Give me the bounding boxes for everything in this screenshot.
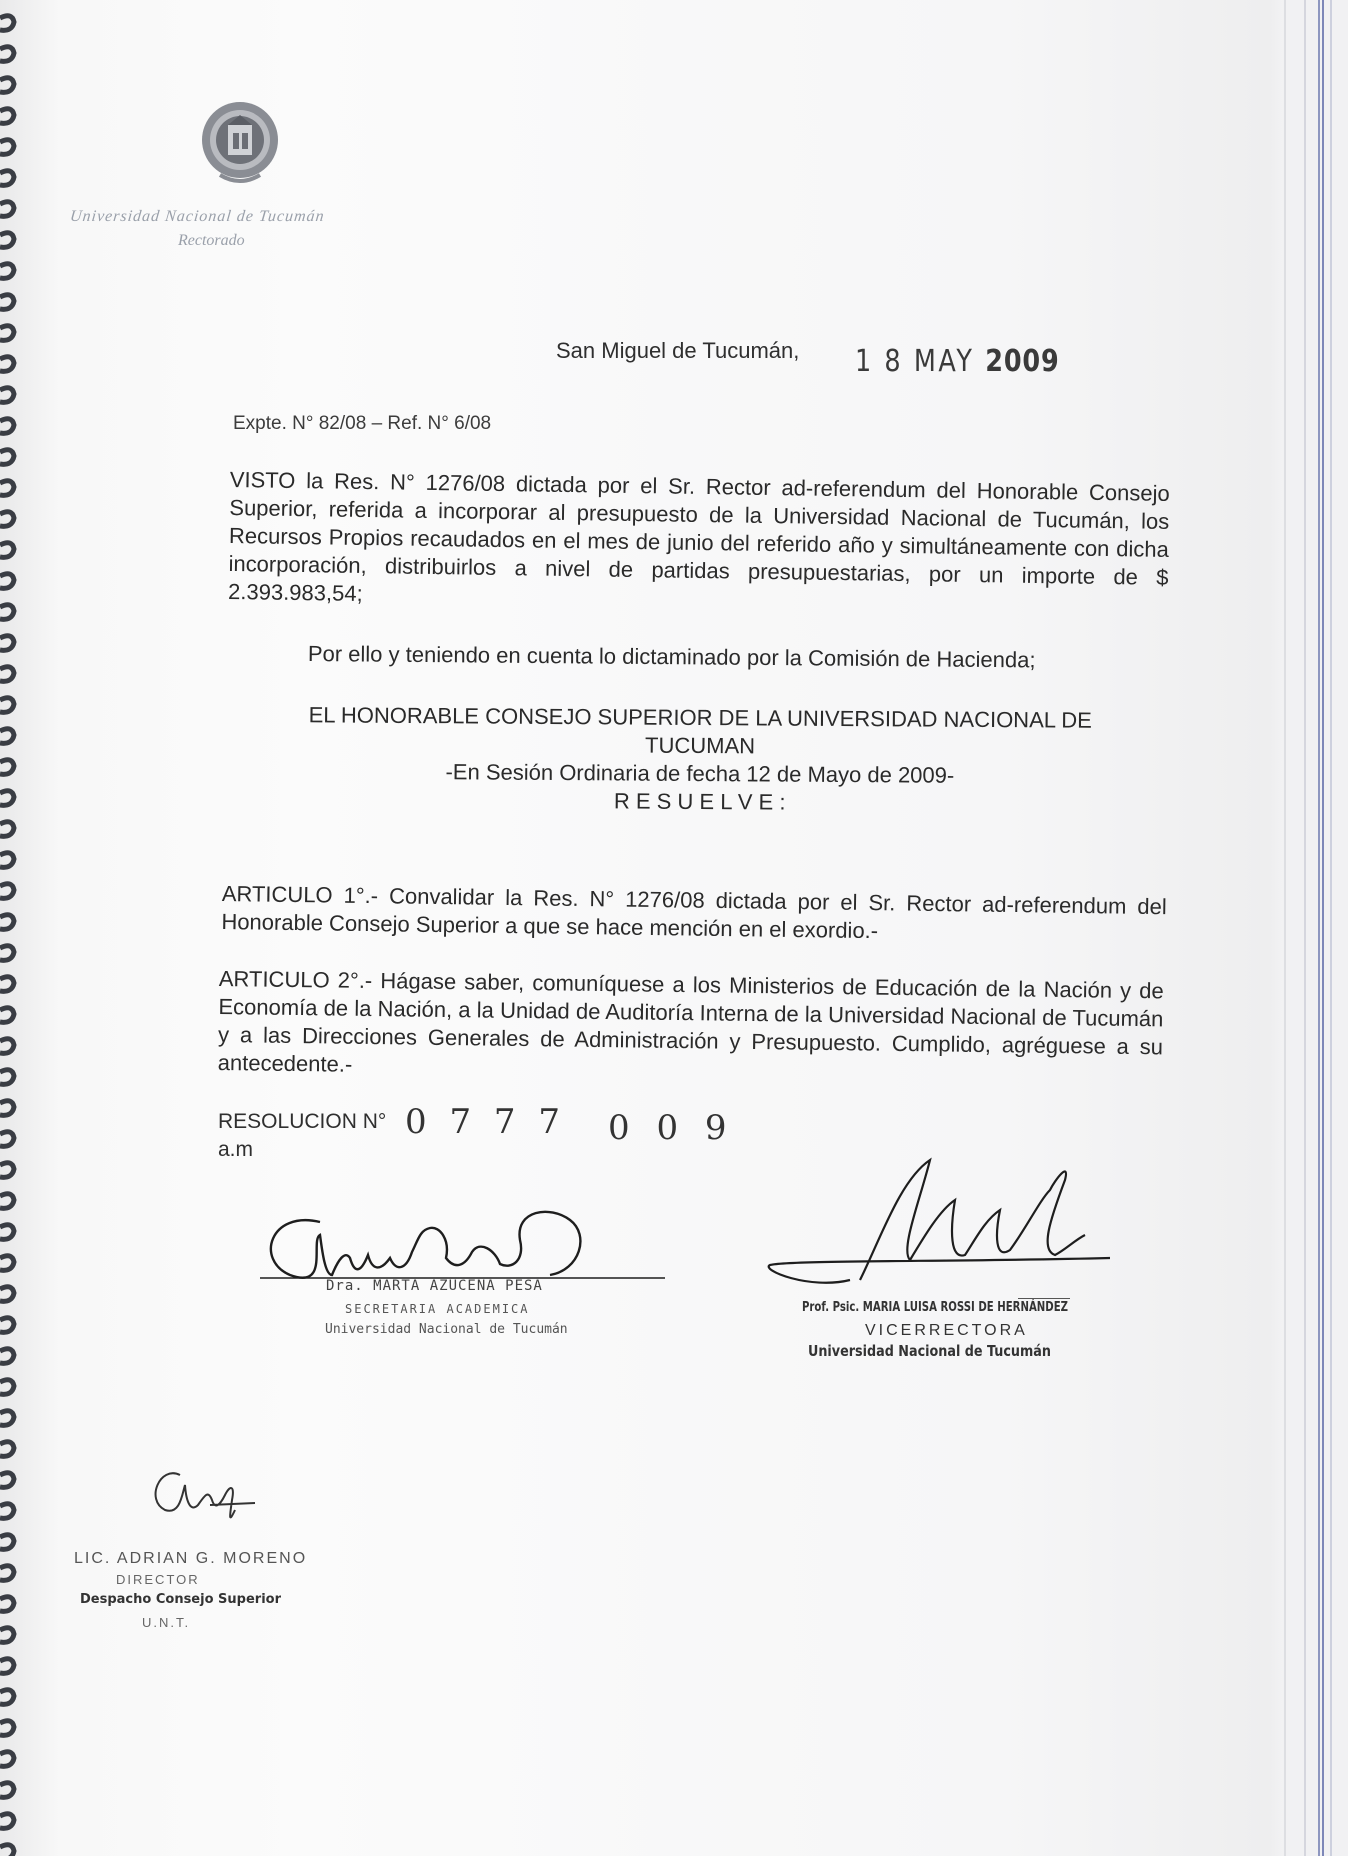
binding-ring (0, 264, 14, 279)
articulo-1: ARTICULO 1°.- Convalidar la Res. N° 1276/08 dictada por el Sr. Rector ad-referendum del Honorable Consejo Superior a que se hace mención en el exordio.- (221, 880, 1167, 944)
left-signatory-title: SECRETARIA ACADEMICA (345, 1302, 530, 1316)
right-signatory-name: Prof. Psic. MARIA LUISA ROSSI DE HERNÁNDEZ (802, 1300, 1068, 1315)
resolution-number: 0 7 7 7 (405, 1102, 566, 1142)
binding-ring (0, 357, 14, 372)
por-ello-paragraph: Por ello y teniendo en cuenta lo dictaminado por la Comisión de Hacienda; (307, 640, 1036, 673)
binding-ring (0, 1473, 14, 1488)
date-stamp-day-month: 1 8 MAY (855, 344, 975, 379)
right-signatory-title: VICERRECTORA (865, 1322, 1028, 1339)
binding-ring (0, 698, 14, 713)
binding-ring (0, 729, 14, 744)
binding-ring (0, 1070, 14, 1085)
bottom-signatory-org: U.N.T. (142, 1615, 191, 1630)
binding-ring (0, 140, 14, 155)
binding-ring (0, 1008, 14, 1023)
binding-ring (0, 1752, 14, 1767)
binding-ring (0, 1132, 14, 1147)
binding-ring (0, 78, 14, 93)
binding-ring (0, 1504, 14, 1519)
binding-ring (0, 1194, 14, 1209)
binding-ring (0, 1101, 14, 1116)
binding-ring (0, 109, 14, 124)
binding-ring (0, 481, 14, 496)
binding-ring (0, 667, 14, 682)
left-signatory-name: Dra. MARTA AZUCENA PESA (326, 1278, 543, 1294)
binding-ring (0, 1783, 14, 1798)
binding-ring (0, 822, 14, 837)
signature-bottom (140, 1455, 280, 1535)
session-line: -En Sesión Ordinaria de fecha 12 de Mayo de 2009- (445, 759, 955, 788)
council-heading-line1: EL HONORABLE CONSEJO SUPERIOR DE LA UNIVERSIDAD NACIONAL DE (308, 702, 1092, 733)
signature-right (750, 1140, 1120, 1300)
binding-ring (0, 1535, 14, 1550)
bottom-signatory-title: DIRECTOR (116, 1572, 200, 1587)
right-signatory-divider (1018, 1298, 1070, 1299)
binding-ring (0, 1411, 14, 1426)
binding-ring (0, 450, 14, 465)
binding-ring (0, 1690, 14, 1705)
binding-ring (0, 1628, 14, 1643)
institution-office: Rectorado (178, 232, 245, 249)
binding-ring (0, 1287, 14, 1302)
binding-ring (0, 1845, 14, 1856)
articulo-2: ARTICULO 2°.- Hágase saber, comuníquese a los Ministerios de Educación de la Nación y de Economía de la Nación, a la Unidad de Auditoría Interna de la Universidad Nacional de Tucumán y a las Direcciones Generales de Administración y Presupuesto. Cumplido, agréguese a su antecedente.- (217, 965, 1164, 1077)
institution-name: Universidad Nacional de Tucumán (69, 208, 326, 225)
binding-ring (0, 233, 14, 248)
council-heading (250, 701, 1151, 819)
binding-ring (0, 202, 14, 217)
binding-ring (0, 946, 14, 961)
bottom-signatory-name: LIC. ADRIAN G. MORENO (74, 1550, 308, 1567)
signature-left (250, 1180, 680, 1290)
binding-ring (0, 1039, 14, 1054)
binding-ring (0, 1256, 14, 1271)
spiral-binding (0, 0, 22, 1856)
binding-ring (0, 605, 14, 620)
binding-ring (0, 1442, 14, 1457)
binding-ring (0, 1721, 14, 1736)
binding-ring (0, 1380, 14, 1395)
binding-ring (0, 47, 14, 62)
binding-ring (0, 16, 14, 31)
date-stamp (855, 344, 1060, 379)
binding-ring (0, 388, 14, 403)
binding-ring (0, 574, 14, 589)
binding-ring (0, 1163, 14, 1178)
right-signatory-institution: Universidad Nacional de Tucumán (808, 1342, 1051, 1360)
binding-ring (0, 884, 14, 899)
binding-ring (0, 512, 14, 527)
visto-paragraph: VISTO la Res. N° 1276/08 dictada por el Sr. Rector ad-referendum del Honorable Consejo Superior, referida a incorporar al presupuesto de la Universidad Nacional de Tucumán, los Recursos Propios recaudados en el mes de junio del referido año y simultáneamente con dicha incorporación, distribuirlos a nivel de partidas presupuestarias, por un importe de $ 2.393.983,54; (227, 466, 1170, 606)
resolution-label: RESOLUCION N° (218, 1110, 387, 1133)
page-edge-shadow (1283, 0, 1348, 1856)
binding-ring (0, 915, 14, 930)
author-initials: a.m (218, 1138, 254, 1161)
resuelve-heading: R E S U E L V E : (613, 788, 786, 815)
binding-ring (0, 326, 14, 341)
date-place: San Miguel de Tucumán, (556, 338, 800, 363)
binding-ring (0, 171, 14, 186)
file-reference: Expte. N° 82/08 – Ref. N° 6/08 (233, 413, 492, 434)
date-stamp-year: 2009 (985, 344, 1060, 379)
university-seal-logo (200, 95, 280, 200)
bottom-signatory-office: Despacho Consejo Superior (80, 1592, 281, 1607)
binding-ring (0, 419, 14, 434)
binding-ring (0, 1318, 14, 1333)
binding-ring (0, 853, 14, 868)
council-heading-line2: TUCUMAN (645, 732, 756, 759)
binding-ring (0, 543, 14, 558)
left-signatory-institution: Universidad Nacional de Tucumán (325, 1322, 568, 1337)
binding-ring (0, 1814, 14, 1829)
binding-ring (0, 1225, 14, 1240)
binding-ring (0, 1597, 14, 1612)
binding-ring (0, 1566, 14, 1581)
binding-ring (0, 295, 14, 310)
binding-ring (0, 1659, 14, 1674)
resolution-year-suffix: 0 0 9 (608, 1108, 735, 1148)
binding-ring (0, 760, 14, 775)
binding-ring (0, 977, 14, 992)
binding-ring (0, 636, 14, 651)
binding-ring (0, 1349, 14, 1364)
binding-ring (0, 791, 14, 806)
